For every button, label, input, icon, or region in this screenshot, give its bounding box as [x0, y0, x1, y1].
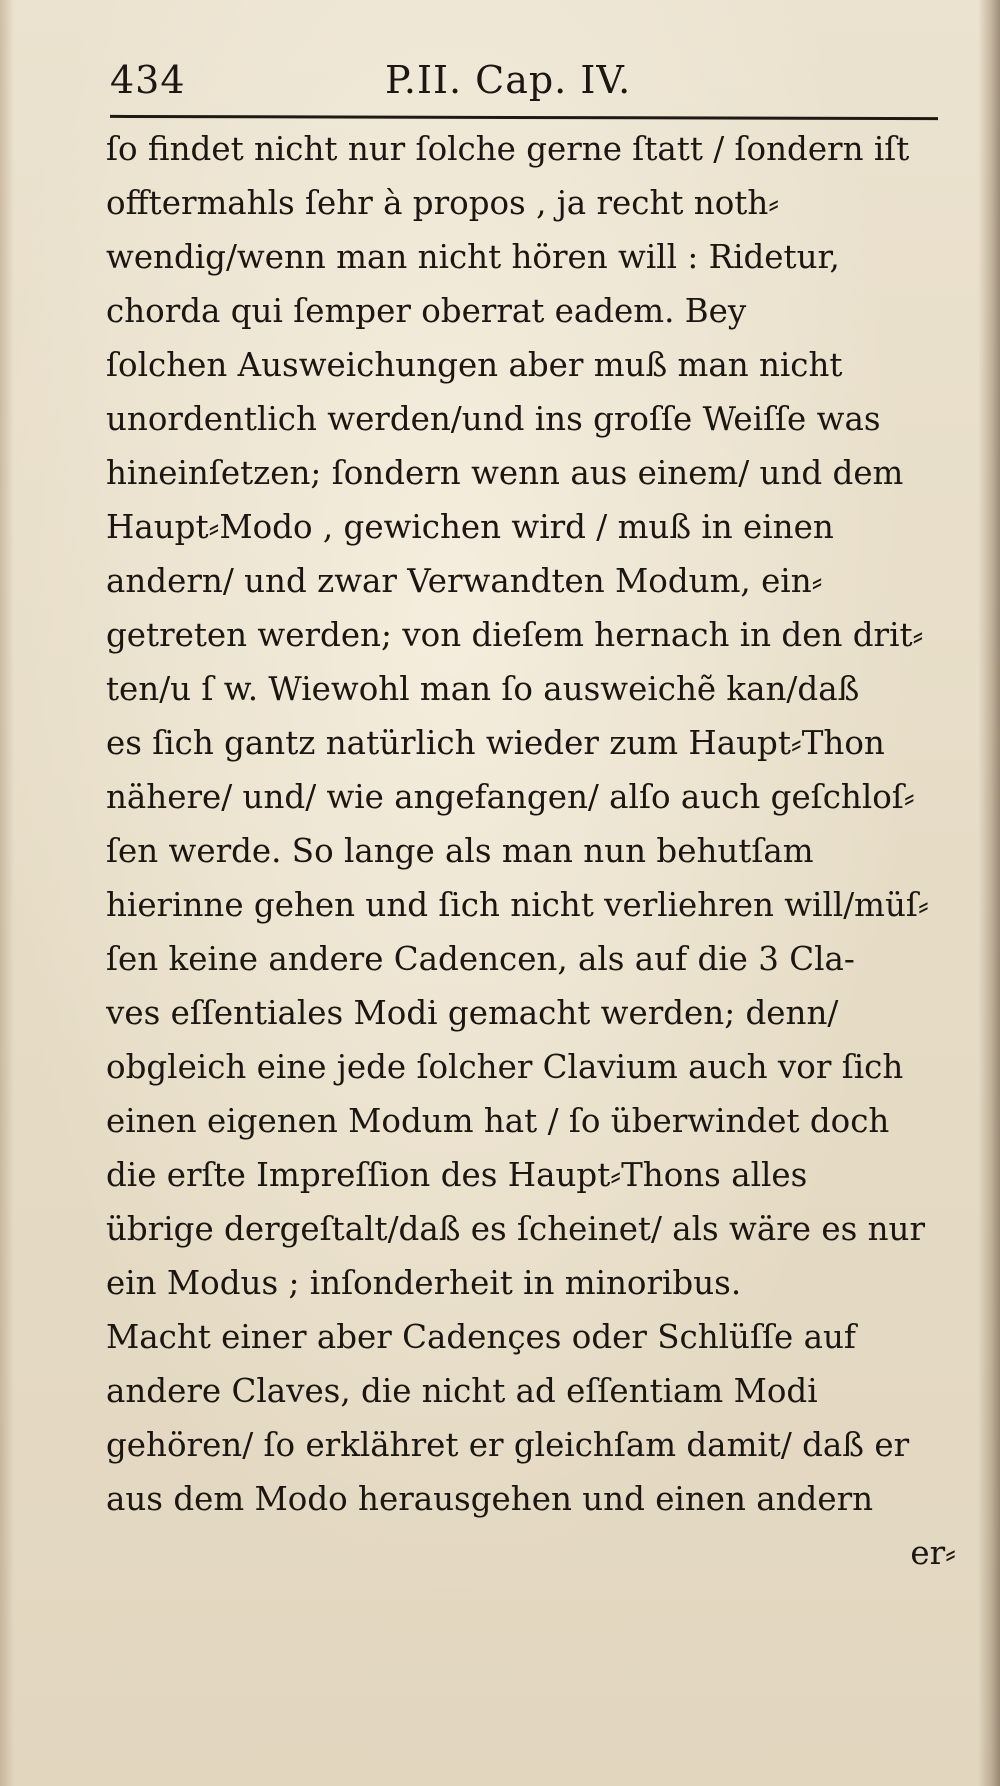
catchword-line — [106, 1526, 956, 1580]
text-line: ves eſſentiales Modi gemacht werden; denn/ — [106, 994, 839, 1032]
text-line: nähere/ und/ wie angefangen/ alſo auch geſchloſ⸗ — [106, 778, 915, 816]
text-line: gehören/ ſo erklähret er gleichſam damit/ daß er — [106, 1426, 910, 1464]
text-line: hineinſetzen; ſondern wenn aus einem/ und dem — [106, 454, 904, 492]
text-line: unordentlich werden/und ins groſſe Weiſſe was — [106, 400, 881, 438]
text-line: chorda qui ſemper oberrat eadem. Bey — [106, 292, 747, 330]
text-line: Macht einer aber Cadençes oder Schlüſſe auf — [106, 1318, 856, 1356]
catchword: er⸗ — [910, 1534, 956, 1572]
body-text — [106, 122, 956, 1580]
text-line: obgleich eine jede ſolcher Clavium auch vor ſich — [106, 1048, 904, 1086]
text-line: die erſte Impreſſion des Haupt⸗Thons alles — [106, 1156, 808, 1194]
page-header — [110, 58, 940, 114]
text-line: ſo findet nicht nur ſolche gerne ſtatt / ſondern iſt — [106, 130, 910, 168]
text-line: einen eigenen Modum hat / ſo überwindet doch — [106, 1102, 890, 1140]
text-line: ſolchen Ausweichungen aber muß man nicht — [106, 346, 843, 384]
header-rule — [110, 115, 938, 120]
text-line: Haupt⸗Modo , gewichen wird / muß in einen — [106, 508, 834, 546]
page-gutter-shadow — [0, 0, 14, 1786]
running-head: P.II. Cap. IV. — [385, 58, 632, 102]
text-line: aus dem Modo herausgehen und einen andern — [106, 1480, 874, 1518]
text-line: hierinne gehen und ſich nicht verliehren will/müſ⸗ — [106, 886, 929, 924]
text-line: ſen keine andere Cadencen, als auf die 3 Cla- — [106, 940, 855, 978]
text-line: übrige dergeſtalt/daß es ſcheinet/ als wäre es nur — [106, 1210, 925, 1248]
text-line: es ſich gantz natürlich wieder zum Haupt⸗Thon — [106, 724, 885, 762]
page-number: 434 — [110, 58, 186, 102]
text-line: ſen werde. So lange als man nun behutſam — [106, 832, 814, 870]
text-line: andern/ und zwar Verwandten Modum, ein⸗ — [106, 562, 823, 600]
text-line: offtermahls ſehr à propos , ja recht noth⸗ — [106, 184, 780, 222]
text-line: getreten werden; von dieſem hernach in den drit⸗ — [106, 616, 924, 654]
text-line: andere Claves, die nicht ad eſſentiam Modi — [106, 1372, 818, 1410]
text-line: ein Modus ; inſonderheit in minoribus. — [106, 1264, 742, 1302]
text-line: wendig/wenn man nicht hören will : Ridetur, — [106, 238, 840, 276]
text-line: ten/u ſ w. Wiewohl man ſo ausweichẽ kan/daß — [106, 670, 860, 708]
page-edge-shadow — [978, 0, 1000, 1786]
